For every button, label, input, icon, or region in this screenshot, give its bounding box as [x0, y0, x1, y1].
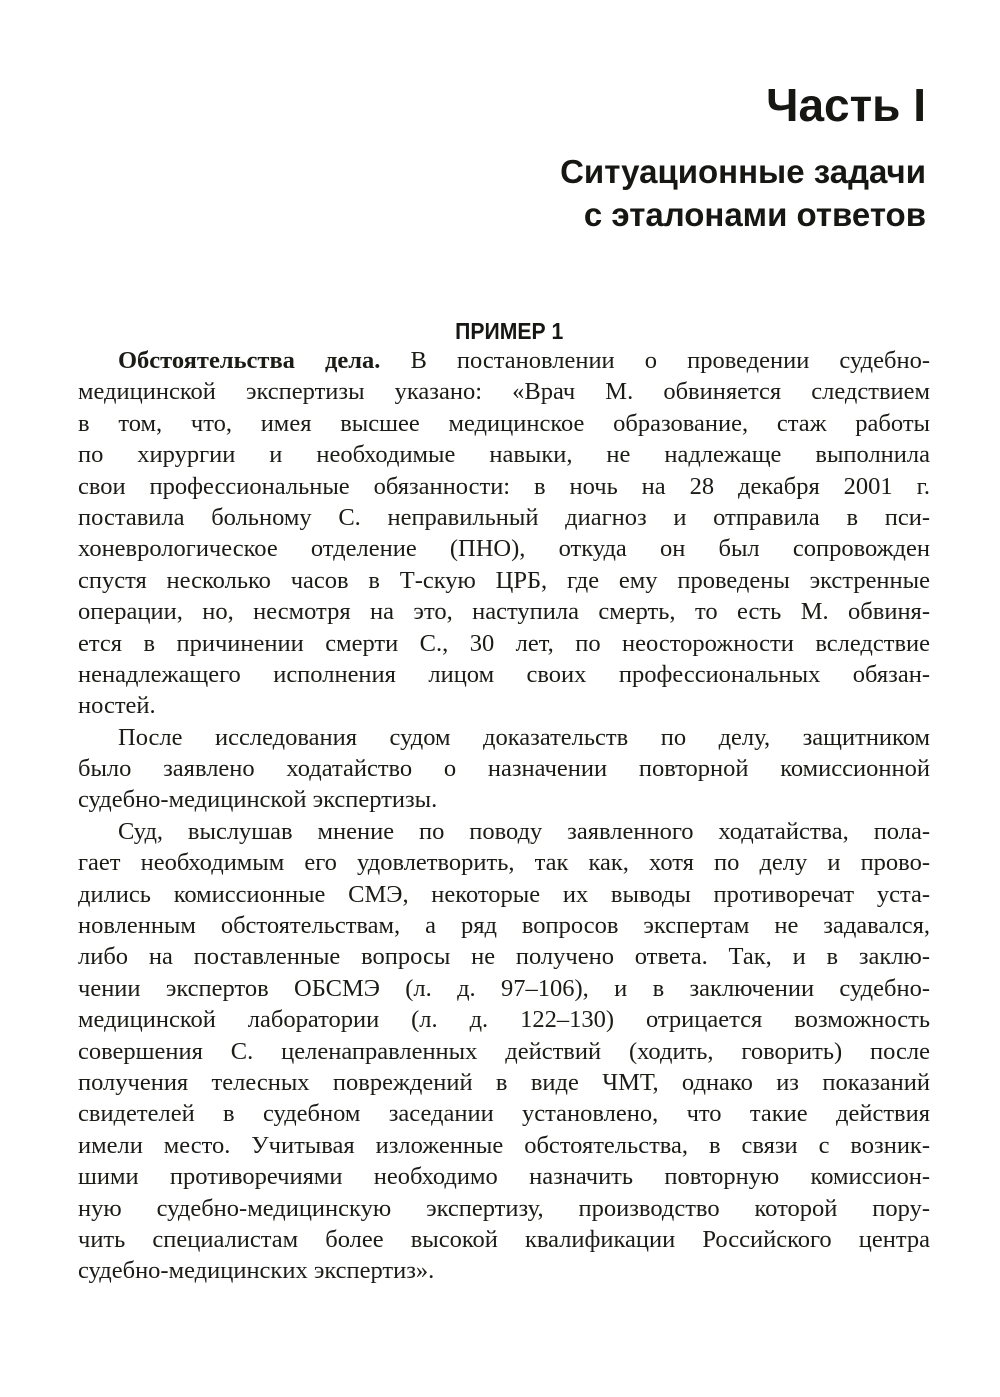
text-line: ется в причинении смерти С., 30 лет, по неосторожности вследствие: [78, 629, 930, 657]
text-line: чении экспертов ОБСМЭ (л. д. 97–106), и в заключении судебно-: [78, 974, 930, 1002]
example-heading: ПРИМЕР 1: [455, 318, 564, 344]
part-subtitle-line-2: с эталонами ответов: [583, 196, 926, 233]
text-line: совершения С. целенаправленных действий (ходить, говорить) после: [78, 1037, 930, 1065]
text-line: чить специалистам более высокой квалификации Российского центра: [78, 1225, 930, 1253]
text-line: свидетелей в судебном заседании установлено, что такие действия: [78, 1100, 930, 1128]
text-line: медицинской экспертизы указано: «Врач М. обвиняется следствием: [78, 378, 930, 406]
text-line: дились комиссионные СМЭ, некоторые их выводы противоречат уста-: [78, 880, 930, 908]
text-line: хоневрологическое отделение (ПНО), откуда он был сопровожден: [78, 535, 930, 563]
paragraph-defense-motion: [78, 722, 930, 816]
text-line: судебно-медицинской экспертизы.: [78, 786, 438, 814]
text-line: шими противоречиями необходимо назначить повторную комиссион-: [78, 1163, 930, 1191]
part-subtitle: [560, 150, 926, 236]
part-title: Часть I: [766, 79, 926, 131]
paragraph-court-decision: [78, 816, 930, 1287]
example-body: [78, 345, 930, 1287]
text-line: медицинской лаборатории (л. д. 122–130) отрицается возможность: [78, 1006, 930, 1034]
paragraph-case-circumstances: [78, 345, 930, 722]
text-line: было заявлено ходатайство о назначении повторной комиссионной: [78, 755, 930, 783]
text-line: либо на поставленные вопросы не получено ответа. Так, и в заклю-: [78, 943, 930, 971]
text-line: ненадлежащего исполнения лицом своих профессиональных обязан-: [78, 660, 930, 688]
text-line: операции, но, несмотря на это, наступила смерть, то есть М. обвиня-: [78, 598, 930, 626]
text-line: гает необходимым его удовлетворить, так как, хотя по делу и прово-: [78, 849, 930, 877]
text-line: спустя несколько часов в Т-скую ЦРБ, где ему проведены экстренные: [78, 566, 930, 594]
text-line: поставила больному С. неправильный диагноз и отправила в пси-: [78, 503, 930, 531]
text-line: получения телесных повреждений в виде ЧМТ, однако из показаний: [78, 1068, 930, 1096]
text-line: новленным обстоятельствам, а ряд вопросов экспертам не задавался,: [78, 912, 930, 940]
text-line: в том, что, имея высшее медицинское образование, стаж работы: [78, 409, 930, 437]
text-line: ную судебно-медицинскую экспертизу, производство которой пору-: [78, 1194, 930, 1222]
lead-in-label: Обстоятельства дела.: [118, 347, 381, 374]
text-line: судебно-медицинских экспертиз».: [78, 1257, 435, 1285]
text-line: по хирургии и необходимые навыки, не надлежаще выполнила: [78, 441, 930, 469]
text-line: Обстоятельства дела. В постановлении о проведении судебно-: [118, 347, 930, 374]
text-line: свои профессиональные обязанности: в ночь на 28 декабря 2001 г.: [78, 472, 930, 500]
part-subtitle-line-1: Ситуационные задачи: [560, 153, 926, 190]
text-line: Суд, выслушав мнение по поводу заявленного ходатайства, пола-: [118, 817, 930, 845]
text-line: ностей.: [78, 692, 156, 720]
text-line: После исследования судом доказательств по делу, защитником: [118, 723, 930, 751]
text-line: имели место. Учитывая изложенные обстоятельства, в связи с возник-: [78, 1131, 930, 1159]
